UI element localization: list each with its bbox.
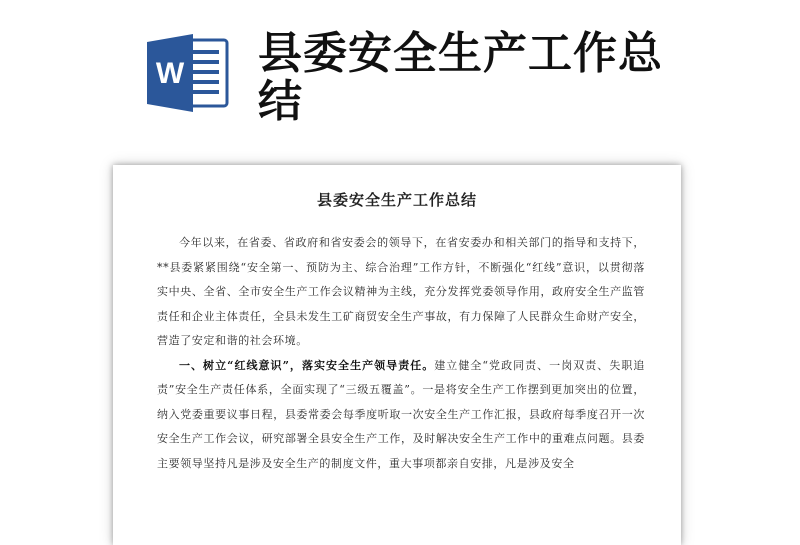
section-1-text: 建立健全“党政同责、一岗双责、失职追责”安全生产责任体系，全面实现了“三级五覆盖”。一是将安全生产工作摆到更加突出的位置，纳入党委重要议事日程，县委常委会每季度听取一次安全生产工作汇报，县政府每季度召开一次安全生产工作会议，研究部署全县安全生产工作，及时解决安全生产工作中的重难点问题。县委主要领导坚持凡是涉及安全生产的制度文件，重大事项都亲自安排，凡是涉及安全 — [157, 358, 645, 470]
word-logo-letter: W — [155, 57, 185, 90]
paragraph-intro: 今年以来，在省委、省政府和省安委会的领导下，在省安委办和相关部门的指导和支持下，**县委紧紧围绕“安全第一、预防为主、综合治理”工作方针，不断强化“红线”意识，以贯彻落实中央、全省、全市安全生产工作会议精神为主线，充分发挥党委领导作用，政府安全生产监管责任和企业主体责任，全县未发生工矿商贸安全生产事故，有力保障了人民群众生命财产安全，营造了安定和谐的社会环境。 — [157, 236, 645, 347]
header — [0, 0, 800, 150]
paragraph-section-1 — [157, 354, 645, 477]
page-title: 县委安全生产工作总结 — [258, 28, 663, 127]
section-1-heading: 一、树立“红线意识”，落实安全生产领导责任。 — [179, 358, 435, 372]
document-page — [113, 165, 681, 545]
word-logo-icon — [143, 28, 233, 118]
document-title: 县委安全生产工作总结 — [316, 191, 477, 209]
document-body — [157, 231, 645, 476]
